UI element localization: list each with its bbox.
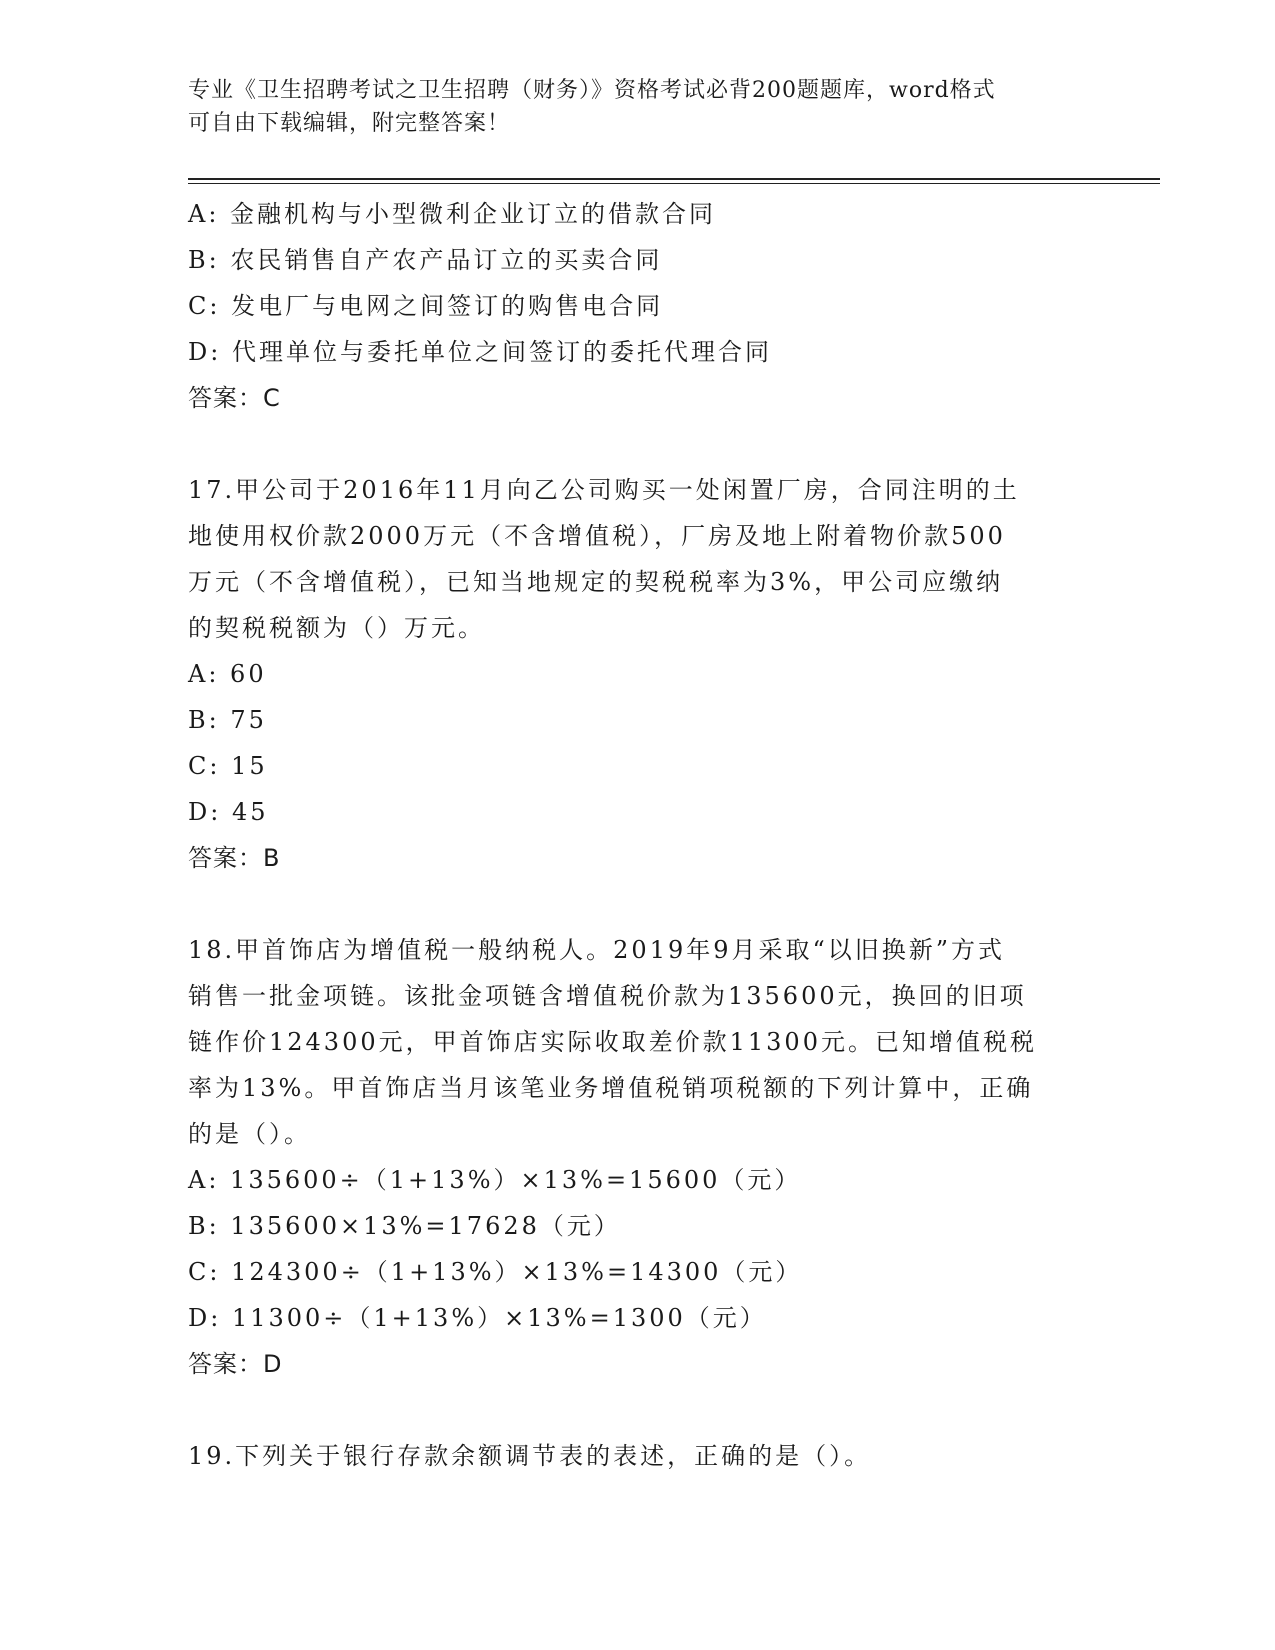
spacer [188,881,1088,927]
header-line-1: 专业《卫生招聘考试之卫生招聘（财务）》资格考试必背200题题库，word格式 [188,78,996,103]
question-19 [188,1433,1088,1479]
header-line-2: 可自由下载编辑，附完整答案！ [188,111,511,136]
question-18 [188,927,1088,1387]
question-stem-line: 的契税税额为（）万元。 [188,614,485,642]
document-header [188,74,1068,140]
answer-label: 答案：B [188,844,281,872]
option-a: A: 60 [188,660,267,688]
question-16 [188,191,1088,421]
question-stem-line: 万元（不含增值税），已知当地规定的契税税率为3%，甲公司应缴纳 [188,568,1004,596]
question-content [188,191,1088,1479]
question-stem-line: 链作价124300元，甲首饰店实际收取差价款11300元。已知增值税税 [188,1028,1037,1056]
option-d: D: 代理单位与委托单位之间签订的委托代理合同 [188,338,772,366]
question-stem-line: 17.甲公司于2016年11月向乙公司购买一处闲置厂房，合同注明的土 [188,476,1020,504]
question-stem-line: 18.甲首饰店为增值税一般纳税人。2019年9月采取“以旧换新”方式 [188,936,1006,964]
option-b: B: 农民销售自产农产品订立的买卖合同 [188,246,663,274]
header-divider-thin [188,183,1160,184]
answer-label: 答案：D [188,1350,283,1378]
question-stem-line: 地使用权价款2000万元（不含增值税），厂房及地上附着物价款500 [188,522,1006,550]
question-stem-line: 19.下列关于银行存款余额调节表的表述，正确的是（）。 [188,1442,872,1470]
option-c: C: 15 [188,752,268,780]
question-17 [188,467,1088,881]
header-divider-thick [188,178,1160,180]
question-stem-line: 率为13%。甲首饰店当月该笔业务增值税销项税额的下列计算中，正确 [188,1074,1034,1102]
spacer [188,421,1088,467]
option-b: B: 135600×13%=17628（元） [188,1212,621,1240]
question-stem-line: 的是（）。 [188,1120,311,1148]
spacer [188,1387,1088,1433]
option-d: D: 45 [188,798,269,826]
option-b: B: 75 [188,706,267,734]
option-d: D: 11300÷（1+13%）×13%=1300（元） [188,1304,767,1332]
answer-label: 答案：C [188,384,281,412]
option-c: C: 发电厂与电网之间签订的购售电合同 [188,292,664,320]
option-a: A: 135600÷（1+13%）×13%=15600（元） [188,1166,802,1194]
option-c: C: 124300÷（1+13%）×13%=14300（元） [188,1258,803,1286]
option-a: A: 金融机构与小型微利企业订立的借款合同 [188,200,717,228]
question-stem-line: 销售一批金项链。该批金项链含增值税价款为135600元，换回的旧项 [188,982,1027,1010]
